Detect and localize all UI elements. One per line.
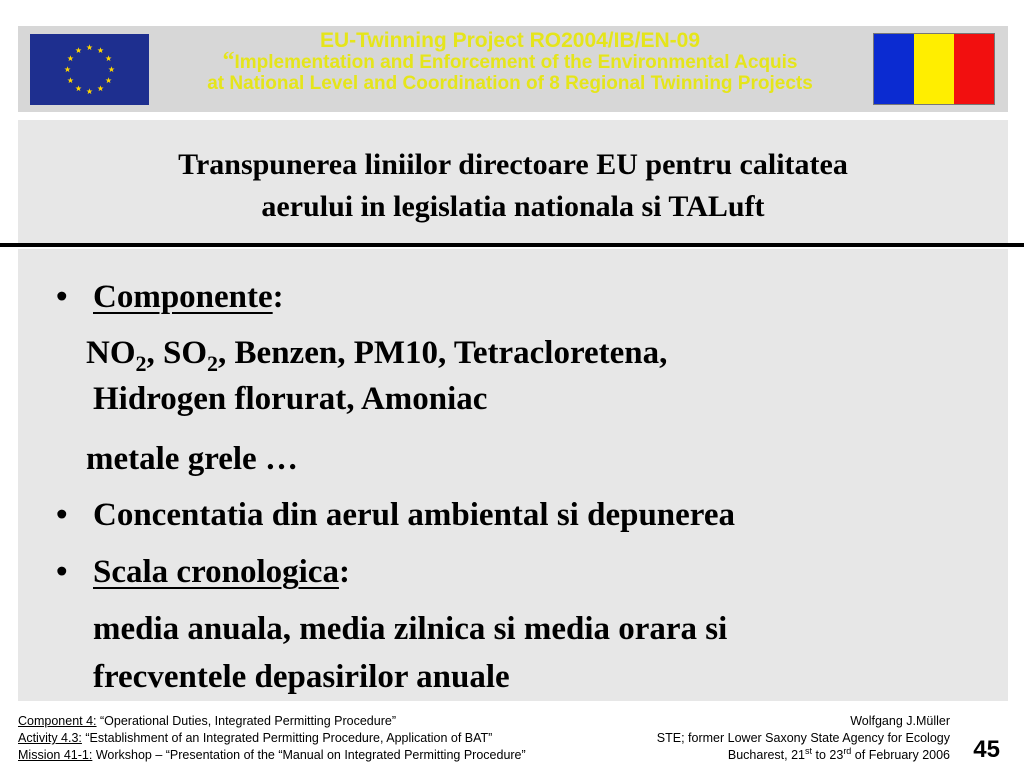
footer-date bbox=[657, 747, 950, 764]
eu-star bbox=[86, 44, 92, 50]
slide-title bbox=[18, 144, 1008, 228]
eu-star bbox=[86, 88, 92, 94]
ro-flag-yellow bbox=[914, 34, 954, 104]
components-line bbox=[86, 333, 668, 376]
footer-component-label: Component 4: bbox=[18, 714, 97, 728]
slide-content bbox=[18, 249, 1008, 701]
eu-star bbox=[67, 77, 73, 83]
date-sup-rd: rd bbox=[843, 745, 852, 756]
components-rest: , Benzen, PM10, Tetracloretena, bbox=[218, 335, 668, 371]
project-heading bbox=[146, 30, 874, 94]
project-title-line1 bbox=[146, 48, 874, 74]
components-line-2: Hidrogen florurat, Amoniac bbox=[93, 381, 488, 417]
footer-activity bbox=[18, 730, 526, 747]
no-subscript: 2 bbox=[135, 351, 147, 376]
footer-activity-text: “Establishment of an Integrated Permitting Procedure, Application of BAT” bbox=[81, 731, 493, 745]
footer-activity-label: Activity 4.3: bbox=[18, 731, 82, 745]
bullet-concentration: Concentatia din aerul ambiental si depunerea bbox=[93, 497, 736, 533]
project-title-line2: at National Level and Coordination of 8 Regional Twinning Projects bbox=[207, 73, 813, 94]
footer-right bbox=[657, 713, 950, 764]
ro-flag-blue bbox=[874, 34, 914, 104]
date-part-c: of February 2006 bbox=[851, 748, 950, 762]
eu-stars bbox=[30, 34, 149, 105]
header-banner bbox=[18, 26, 1008, 112]
slide-title-line2: aerului in legislatia nationala si TALuft bbox=[261, 190, 765, 223]
footer-mission-text: Workshop – “Presentation of the “Manual on Integrated Permitting Procedure” bbox=[92, 748, 526, 762]
bullet-marker: • bbox=[56, 497, 68, 533]
footer-mission bbox=[18, 747, 526, 764]
timescale-colon: : bbox=[338, 554, 350, 590]
project-title-text1: Implementation and Enforcement of the Environmental Acquis bbox=[234, 52, 798, 73]
heavy-metals-line: metale grele … bbox=[86, 441, 298, 477]
title-divider bbox=[0, 243, 1024, 247]
no-text: NO bbox=[86, 335, 136, 371]
eu-star bbox=[64, 66, 70, 72]
open-quote: “ bbox=[222, 48, 235, 74]
eu-star bbox=[108, 66, 114, 72]
date-part-b: to 23 bbox=[812, 748, 844, 762]
project-code: EU-Twinning Project RO2004/IB/EN-09 bbox=[319, 29, 701, 52]
eu-star bbox=[67, 55, 73, 61]
eu-star bbox=[97, 85, 103, 91]
romania-flag-icon bbox=[873, 33, 995, 105]
eu-star bbox=[106, 77, 112, 83]
timescale-label: Scala cronologica bbox=[93, 554, 339, 590]
page-number: 45 bbox=[973, 736, 1000, 763]
footer-component bbox=[18, 713, 526, 730]
eu-star bbox=[106, 55, 112, 61]
timescale-detail-line2: frecventele depasirilor anuale bbox=[93, 659, 510, 695]
bullet-marker: • bbox=[56, 554, 68, 590]
bullet-componente bbox=[93, 277, 284, 317]
so-text: , SO bbox=[146, 335, 208, 371]
footer-component-text: “Operational Duties, Integrated Permitting Procedure” bbox=[96, 714, 396, 728]
timescale-detail-line1: media anuala, media zilnica si media orara si bbox=[93, 611, 728, 647]
so-subscript: 2 bbox=[207, 351, 219, 376]
eu-star bbox=[75, 47, 81, 53]
date-sup-st: st bbox=[805, 745, 813, 756]
bullet-timescale bbox=[93, 552, 350, 592]
footer-affiliation: STE; former Lower Saxony State Agency for Ecology bbox=[656, 731, 950, 745]
eu-star bbox=[97, 47, 103, 53]
eu-flag-icon bbox=[30, 34, 149, 105]
date-part-a: Bucharest, 21 bbox=[727, 748, 806, 762]
eu-star bbox=[75, 85, 81, 91]
footer-left bbox=[18, 713, 526, 764]
footer-mission-label: Mission 41-1: bbox=[18, 748, 93, 762]
bullet-marker: • bbox=[56, 279, 68, 315]
slide-title-line1: Transpunerea liniilor directoare EU pentru calitatea bbox=[178, 148, 848, 181]
componente-label: Componente bbox=[93, 279, 273, 315]
title-box bbox=[18, 120, 1008, 243]
componente-colon: : bbox=[272, 279, 284, 315]
ro-flag-red bbox=[954, 34, 994, 104]
footer-author: Wolfgang J.Müller bbox=[850, 714, 950, 728]
